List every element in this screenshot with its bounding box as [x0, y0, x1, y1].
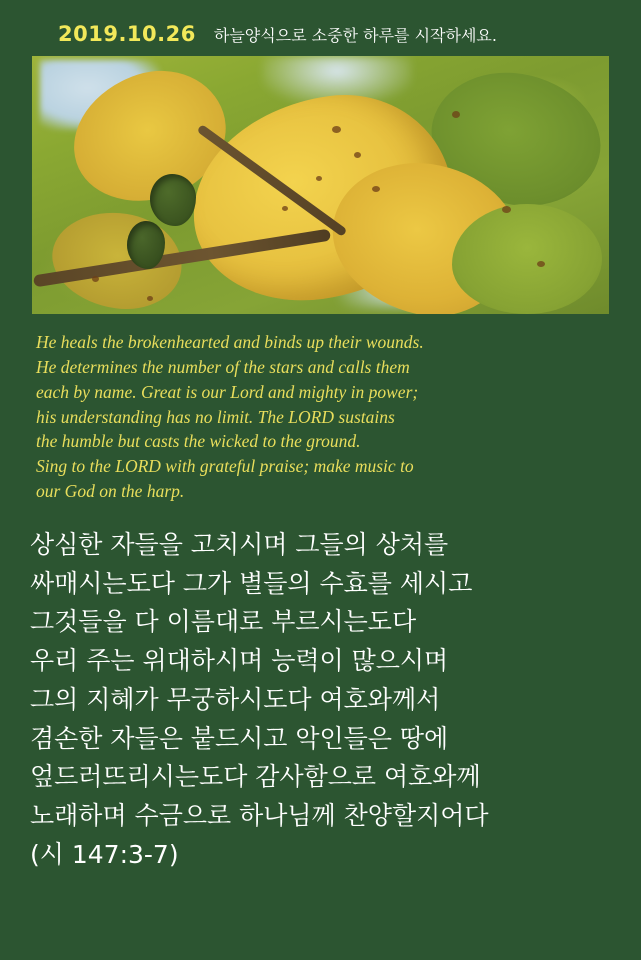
- leaf-spot: [282, 206, 288, 211]
- verse-en-line: the humble but casts the wicked to the ground.: [36, 431, 361, 452]
- photo-background: [32, 56, 609, 314]
- leaf-spot: [372, 186, 380, 192]
- verse-ko-line: 싸매시는도다 그가 별들의 수효를 세시고: [30, 568, 473, 598]
- verse-ko-line: 상심한 자들을 고치시며 그들의 상처를: [30, 529, 449, 559]
- verse-english: [0, 314, 641, 508]
- leaf-spot: [332, 126, 341, 133]
- verse-ko-line: 그것들을 다 이름대로 부르시는도다: [30, 607, 417, 637]
- leaf-spot: [316, 176, 322, 181]
- verse-en-line: our God on the harp.: [36, 481, 185, 502]
- verse-en-line: each by name. Great is our Lord and mighty in power;: [36, 381, 419, 402]
- leaf-spot: [452, 111, 460, 118]
- verse-ko-line: 겸손한 자들은 붙드시고 악인들은 땅에: [30, 723, 449, 753]
- verse-en-line: He determines the number of the stars and calls them: [36, 356, 410, 377]
- header: [0, 0, 641, 56]
- seed-cone: [150, 174, 196, 226]
- leaf-spot: [537, 261, 545, 267]
- leaf-spot: [354, 152, 361, 158]
- verse-ko-line: 노래하며 수금으로 하나님께 찬양할지어다: [30, 801, 489, 831]
- verse-ko-line: 그의 지혜가 무궁하시도다 여호와께서: [30, 684, 441, 714]
- leaf-spot: [502, 206, 511, 213]
- verse-korean: [0, 508, 641, 875]
- verse-ko-line: 우리 주는 위대하시며 능력이 많으시며: [30, 646, 449, 676]
- verse-en-line: his understanding has no limit. The LORD sustains: [36, 406, 395, 427]
- verse-ko-line: 엎드러뜨리시는도다 감사함으로 여호와께: [30, 762, 481, 792]
- green-leaf: [452, 204, 602, 314]
- verse-en-line: Sing to the LORD with grateful praise; make music to: [36, 456, 414, 477]
- verse-en-line: He heals the brokenhearted and binds up their wounds.: [36, 332, 424, 352]
- autumn-leaves-photo: [32, 56, 609, 314]
- seed-cone: [127, 221, 165, 269]
- header-date: 2019.10.26: [58, 22, 196, 46]
- verse-reference: (시 147:3-7): [30, 839, 179, 869]
- leaf-spot: [92, 276, 99, 282]
- header-subtitle: 하늘양식으로 소중한 하루를 시작하세요.: [213, 26, 497, 45]
- leaf-spot: [147, 296, 153, 301]
